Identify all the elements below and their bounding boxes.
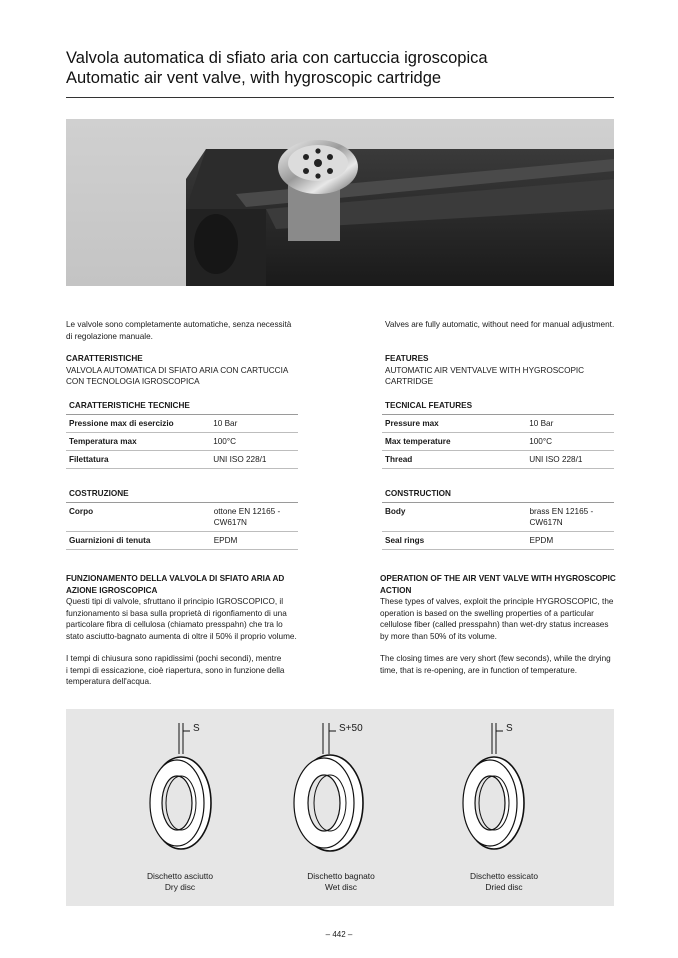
disc-diagram xyxy=(66,709,614,906)
table-row xyxy=(382,415,614,433)
caption-english: Dried disc xyxy=(485,882,523,892)
title-italian: Valvola automatica di sfiato aria con cartuccia igroscopica xyxy=(66,49,488,67)
constr-it-heading: COSTRUZIONE xyxy=(66,487,298,503)
operation-english xyxy=(380,573,620,676)
features-italian xyxy=(66,353,326,388)
dried-disc-drawing xyxy=(463,723,524,849)
dry-disc-drawing xyxy=(150,723,211,849)
operation-it-heading: FUNZIONAMENTO DELLA VALVOLA DI SFIATO ARIA AD xyxy=(66,574,285,583)
caption-italian: Dischetto bagnato xyxy=(307,871,375,881)
text-line: Questi tipi di valvole, sfruttano il principio IGROSCOPICO, il xyxy=(66,597,284,606)
features-english xyxy=(385,353,625,388)
tech-value: UNI ISO 228/1 xyxy=(526,451,614,469)
constr-value xyxy=(526,503,614,532)
features-it-line: CON TECNOLOGIA IGROSCOPICA xyxy=(66,377,200,386)
table-row xyxy=(382,451,614,469)
text-line: cellulose fiber (called presspahn) than wet-dry status increases xyxy=(380,620,609,629)
operation-italian xyxy=(66,573,316,688)
text-line: time, that is re-opening, are in function of temperature. xyxy=(380,665,578,675)
constr-key: Body xyxy=(382,503,526,532)
product-photo xyxy=(66,119,614,286)
tech-key: Pressure max xyxy=(382,415,526,433)
text-line: funzionamento si basa sulla proprietà di rigonfiamento di una xyxy=(66,608,287,618)
intro-it-line: di regolazione manuale. xyxy=(66,331,153,341)
tech-key: Filettatura xyxy=(66,451,210,469)
features-en-heading: FEATURES xyxy=(385,354,429,363)
constr-en-heading: CONSTRUCTION xyxy=(382,487,614,503)
operation-en-heading: OPERATION OF THE AIR VENT VALVE WITH HYGROSCOPIC xyxy=(380,574,616,583)
caption-italian: Dischetto essicato xyxy=(470,871,538,881)
tech-it-heading: CARATTERISTICHE TECNICHE xyxy=(66,399,298,415)
construction-table-italian xyxy=(66,487,298,550)
disc-caption xyxy=(281,871,401,893)
wet-disc-drawing xyxy=(294,723,363,851)
constr-key: Seal rings xyxy=(382,532,526,550)
disc-thickness-label: S xyxy=(506,723,513,734)
construction-table-english xyxy=(382,487,614,550)
text-line: particolare fibra di cellulosa (chiamato presspahn) che tra lo xyxy=(66,620,283,629)
intro-it-line: Le valvole sono completamente automatiche, senza necessità xyxy=(66,320,292,329)
tech-value: 100°C xyxy=(210,433,298,451)
page-number: – 442 – xyxy=(325,930,353,939)
constr-value xyxy=(211,503,298,532)
title-divider xyxy=(66,97,614,98)
constr-value-line: ottone EN 12165 - xyxy=(213,507,281,516)
disc-thickness-label: S xyxy=(193,723,200,734)
constr-value: EPDM xyxy=(211,532,298,550)
caption-english: Wet disc xyxy=(325,882,357,892)
constr-key: Corpo xyxy=(66,503,211,532)
constr-value: EPDM xyxy=(526,532,614,550)
caption-italian: Dischetto asciutto xyxy=(146,871,214,881)
table-row xyxy=(382,532,614,550)
constr-value-line: CW617N xyxy=(529,518,563,527)
features-it-heading: CARATTERISTICHE xyxy=(66,354,143,363)
table-row xyxy=(382,503,614,532)
text-line: by more than 50% of its volume. xyxy=(380,631,497,641)
constr-key: Guarnizioni di tenuta xyxy=(66,532,211,550)
tech-key: Pressione max di esercizio xyxy=(66,415,210,433)
disc-caption xyxy=(120,871,240,893)
text-line: temperatura dell'acqua. xyxy=(66,677,152,686)
caption-english: Dry disc xyxy=(164,882,196,892)
text-line: i tempi di essicazione, cioè riapertura, sono in funzione della xyxy=(66,665,285,675)
tech-en-heading: TECNICAL FEATURES xyxy=(382,399,614,415)
features-it-line: VALVOLA AUTOMATICA DI SFIATO ARIA CON CARTUCCIA xyxy=(66,365,289,375)
tech-key: Temperatura max xyxy=(66,433,210,451)
intro-italian xyxy=(66,319,306,342)
operation-en-heading: ACTION xyxy=(380,585,412,595)
intro-english: Valves are fully automatic, without need for manual adjustment. xyxy=(385,320,615,329)
table-row xyxy=(66,433,298,451)
text-line: These types of valves, exploit the principle HYGROSCOPIC, the xyxy=(380,597,614,606)
text-line: The closing times are very short (few seconds), while the drying xyxy=(380,654,611,663)
tech-table-italian xyxy=(66,399,298,469)
constr-value-line: CW617N xyxy=(213,518,247,527)
tech-value: UNI ISO 228/1 xyxy=(210,451,298,469)
text-line: operation is based on the swelling properties of a particular xyxy=(380,608,594,618)
disc-caption xyxy=(444,871,564,893)
table-row xyxy=(66,451,298,469)
table-row xyxy=(66,503,298,532)
operation-it-heading: AZIONE IGROSCOPICA xyxy=(66,585,158,595)
tech-key: Thread xyxy=(382,451,526,469)
page-title xyxy=(66,48,488,88)
tech-value: 10 Bar xyxy=(210,415,298,433)
title-english: Automatic air vent valve, with hygroscopic cartridge xyxy=(66,69,442,87)
constr-value-line: brass EN 12165 - xyxy=(529,507,594,516)
table-row xyxy=(382,433,614,451)
features-en-line: AUTOMATIC AIR VENTVALVE WITH HYGROSCOPIC CARTRIDGE xyxy=(385,365,585,386)
disc-thickness-label: S+50 xyxy=(339,723,363,734)
text-line: I tempi di chiusura sono rapidissimi (pochi secondi), mentre xyxy=(66,654,282,663)
table-row xyxy=(66,415,298,433)
tech-table-english xyxy=(382,399,614,469)
table-row xyxy=(66,532,298,550)
tech-value: 10 Bar xyxy=(526,415,614,433)
tech-value: 100°C xyxy=(526,433,614,451)
text-line: stato asciutto-bagnato aumenta di oltre il 50% il proprio volume. xyxy=(66,631,297,641)
tech-key: Max temperature xyxy=(382,433,526,451)
